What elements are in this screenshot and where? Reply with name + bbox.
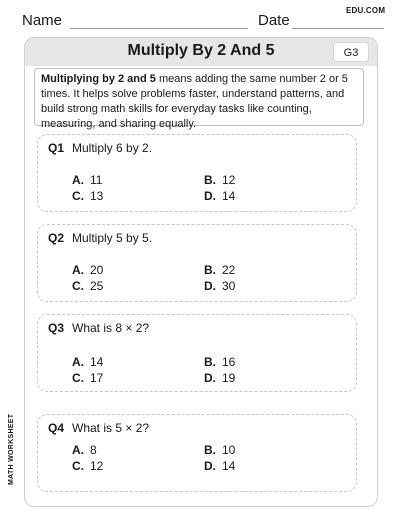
option-b[interactable]: B. 22 [204,263,236,277]
question-text: What is 8 × 2? [72,321,150,335]
side-label: MATH WORKSHEET [8,413,15,485]
question-card-1 [37,134,357,212]
name-label: Name [22,12,63,29]
option-d[interactable]: D. 30 [204,279,236,293]
title-bar [25,38,377,66]
option-a[interactable]: A. 14 [72,355,104,369]
intro-text: means adding the same number 2 or 5 times. It helps solve problems faster, understand patterns, and build strong math skills for everyday tasks like counting, measuring, and sharing equally. [41,73,348,130]
intro-bold: Multiplying by 2 and 5 [41,73,156,85]
option-a[interactable]: A. 11 [72,173,103,187]
worksheet-title: Multiply By 2 And 5 [127,42,275,59]
brand-logo: EDU.COM [346,6,386,15]
option-d[interactable]: D. 14 [204,189,236,203]
option-c[interactable]: C. 13 [72,189,104,203]
option-a[interactable]: A. 8 [72,443,97,457]
question-label: Q4 [48,421,65,435]
option-b[interactable]: B. 12 [204,173,236,187]
question-card-4 [37,414,357,492]
option-d[interactable]: D. 14 [204,459,236,473]
question-text: Multiply 5 by 5. [72,231,153,245]
question-label: Q1 [48,141,65,155]
name-line[interactable] [70,28,248,29]
intro-paragraph [34,68,364,130]
option-d[interactable]: D. 19 [204,371,236,385]
option-c[interactable]: C. 17 [72,371,104,385]
grade-badge: G3 [333,42,369,62]
question-text: What is 5 × 2? [72,421,150,435]
question-label: Q3 [48,321,65,335]
question-card-2 [37,224,357,302]
question-text: Multiply 6 by 2. [72,141,153,155]
question-label: Q2 [48,231,65,245]
option-c[interactable]: C. 12 [72,459,104,473]
date-label: Date [258,12,290,29]
option-c[interactable]: C. 25 [72,279,104,293]
option-b[interactable]: B. 10 [204,443,236,457]
option-a[interactable]: A. 20 [72,263,104,277]
question-card-3 [37,314,357,392]
date-line[interactable] [292,28,384,29]
option-b[interactable]: B. 16 [204,355,236,369]
